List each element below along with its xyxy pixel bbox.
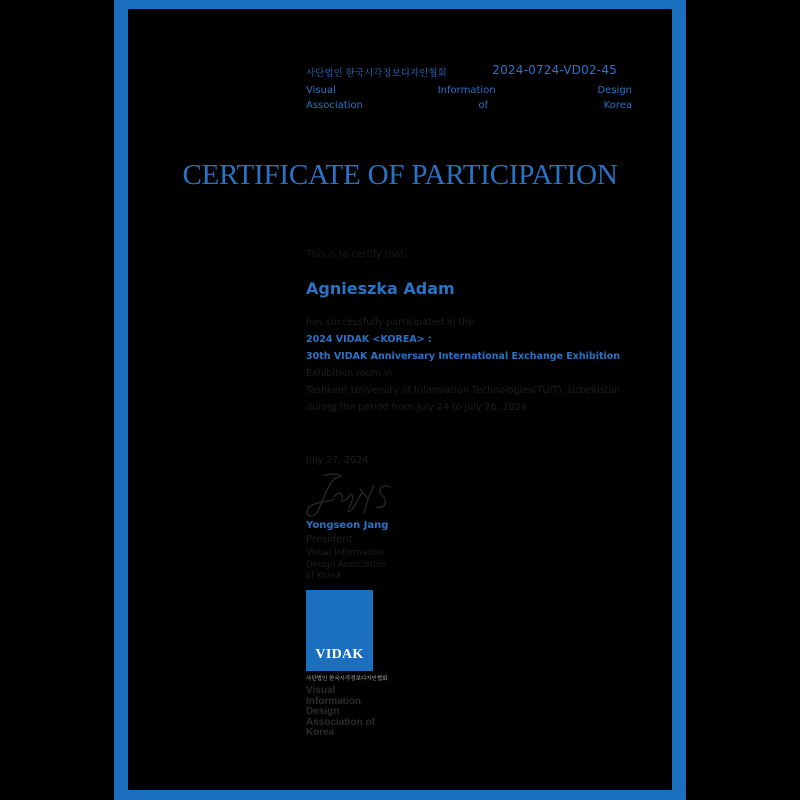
participation-details <box>306 314 646 416</box>
signature-icon <box>294 467 404 521</box>
recipient-name: Agnieszka Adam <box>306 279 455 298</box>
vidak-logo <box>306 590 373 671</box>
logo-english-line: Korea <box>306 727 335 738</box>
signer-name: Yongseon Jang <box>306 520 389 531</box>
details-line: Exhibition room in <box>306 368 393 379</box>
signer-role: President <box>306 534 353 545</box>
issue-date: July 27, 2024 <box>306 455 369 466</box>
event-name-line: 2024 VIDAK <KOREA> : <box>306 334 432 345</box>
details-line: during the period from July 24 to July 26, 2024 <box>306 402 527 413</box>
certify-statement: This is to certify that <box>306 249 405 260</box>
certificate-frame <box>114 0 686 800</box>
org-korean-name: 사단법인 한국시각정보디자인협회 <box>306 68 447 79</box>
logo-english-line: Association of <box>306 716 375 728</box>
certificate-text <box>306 249 646 416</box>
logo-english-line: Design <box>306 706 340 717</box>
logo-english-name <box>306 686 375 739</box>
logo-english-line: Information <box>306 695 361 707</box>
certificate-title: CERTIFICATE OF PARTICIPATION <box>182 159 618 191</box>
logo-english-line: Visual <box>306 685 336 696</box>
signer-organization <box>306 548 388 583</box>
signer-org-line: Visual Information <box>306 548 384 558</box>
certificate-body <box>128 9 672 790</box>
details-line: Tashkent University of Information Technologies(TUIT), Uzbekistan <box>306 385 621 396</box>
org-english-line: Visual Information Design <box>306 85 632 96</box>
org-english-name <box>306 84 632 113</box>
details-line: has successfully participated in the <box>306 317 474 328</box>
org-english-line: Association of Korea <box>306 99 632 111</box>
signer-org-line: Design Association <box>306 559 387 570</box>
signer-org-line: of Korea <box>306 571 341 581</box>
certificate-number: 2024-0724-VD02-45 <box>492 63 617 77</box>
event-name-line: 30th VIDAK Anniversary International Exchange Exhibition <box>306 351 621 362</box>
logo-wordmark: VIDAK <box>315 647 364 662</box>
signer-block <box>306 520 388 583</box>
logo-korean-name: 사단법인 한국시각정보디자인협회 <box>306 676 388 682</box>
